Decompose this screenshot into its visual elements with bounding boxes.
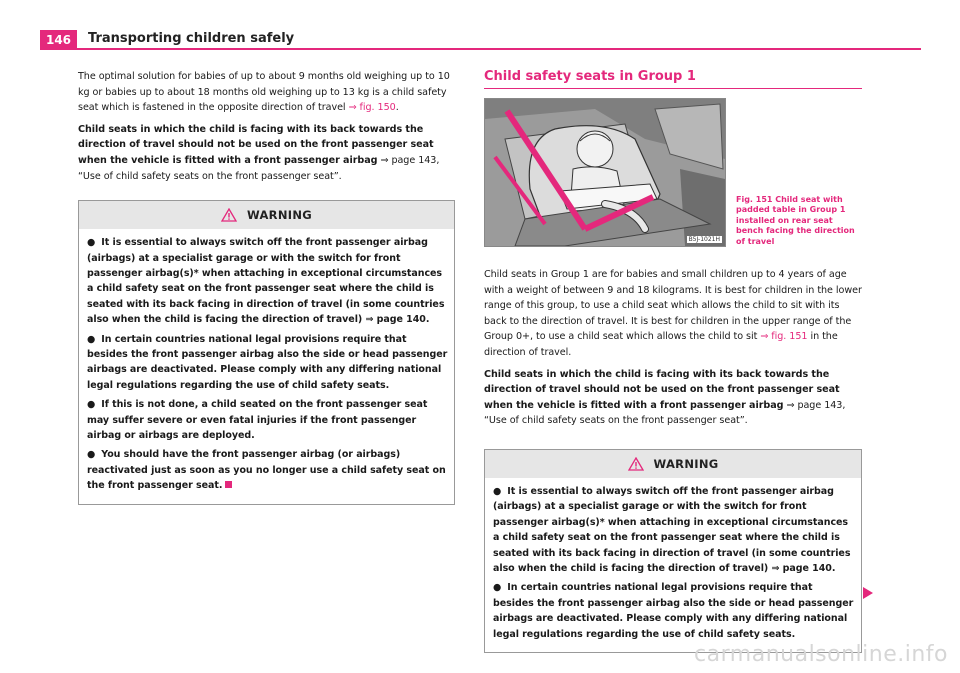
page-number: 146 [40,30,77,50]
warning-item: ● It is essential to always switch off the front passenger airbag (airbags) at a specialist garage or with the switch for front passenger airbag(s)* when attaching in exceptional circumstances a child safety seat on the front passenger seat where the child is seated with its back facing in direction of travel (in some countries also when the child is facing the direction of travel) ⇒ page 140. [87,237,445,326]
section-end-marker [225,481,232,488]
page-143-link[interactable]: ⇒ page 143, “Use of child safety seats on the front passenger seat”. [78,154,440,182]
warning-item: ● In certain countries national legal provisions require that besides the front passenger airbag also the side or head passenger airbags are deactivated. Please comply with any differing national legal regulations regarding the use of child safety seats. [493,582,854,640]
rule-paragraph: Child seats in which the child is facing with its back towards the direction of travel should not be used on the front passenger seat when the vehicle is fitted with a front passenger airbag ⇒ page 143, “Use of child safety seats on the front passenger seat”. [484,368,846,427]
warning-header [79,201,454,229]
warning-item: ● If this is not done, a child seated on the front passenger seat may suffer severe or even fatal injuries if the front passenger airbag or airbags are deployed. [87,399,428,442]
warning-triangle-icon [628,457,644,471]
running-title: Transporting children safely [88,31,295,46]
continue-arrow-icon [863,587,873,599]
warning-header [485,450,861,478]
left-column [78,69,455,505]
warning-body [79,229,454,504]
section-title: Child safety seats in Group 1 [484,69,862,89]
header-rule [40,48,921,50]
warning-triangle-icon [221,208,237,222]
watermark: carmanualsonline.info [694,642,948,667]
warning-item: ● It is essential to always switch off the front passenger airbag (airbags) at a specialist garage or with the switch for front passenger airbag(s)* when attaching in exceptional circumstances a child safety seat on the front passenger seat where the child is seated with its back facing in direction of travel (in some countries also when the child is facing the direction of travel) ⇒ page 140. [493,485,851,574]
right-column [484,69,862,653]
rule-paragraph: Child seats in which the child is facing with its back towards the direction of travel should not be used on the front passenger seat when the vehicle is fitted with a front passenger airbag ⇒ page 143, “Use of child safety seats on the front passenger seat”. [78,123,440,182]
warning-title: WARNING [653,456,719,471]
warning-title: WARNING [247,208,312,223]
warning-item: ● In certain countries national legal provisions require that besides the front passenger airbag also the side or head passenger airbags are deactivated. Please comply with any differing national legal regulations regarding the use of child safety seats. [87,333,448,391]
group1-description: Child seats in Group 1 are for babies and small children up to 4 years of age with a weight of between 9 and 18 kilograms. It is best for children in the lower range of this group, to use a child seat which allows the child to sit with its back to the direction of travel. It is best for children in the upper range of the Group 0+, to use a child seat which allows the child to sit ⇒ fig. 151 in the direction of travel. [484,269,862,358]
fig-150-link[interactable]: ⇒ fig. 150 [348,102,396,114]
warning-item: ● You should have the front passenger airbag (or airbags) reactivated just as soon as you no longer use a child safety seat on the front passenger seat. [87,449,446,492]
page-143-link[interactable]: ⇒ page 143, “Use of child safety seats on the front passenger seat”. [484,399,846,427]
warning-body [485,478,861,652]
figure-151 [484,98,862,247]
intro-paragraph: The optimal solution for babies of up to about 9 months old weighing up to 10 kg or babies up to about 18 months old weighing up to 13 kg is a child safety seat which is fastened in the opposite direction of travel ⇒ fig. 150. [78,71,450,114]
child-seat-illustration [484,98,726,247]
warning-box-right [484,449,862,653]
figure-caption: Fig. 151 Child seat with padded table in Group 1 installed on rear seat bench facing the direction of travel [736,194,855,246]
warning-box-left [78,200,455,505]
car-interior-drawing [485,99,725,246]
fig-151-link[interactable]: ⇒ fig. 151 [760,331,808,343]
figure-code: B5J-1021H [688,236,720,243]
